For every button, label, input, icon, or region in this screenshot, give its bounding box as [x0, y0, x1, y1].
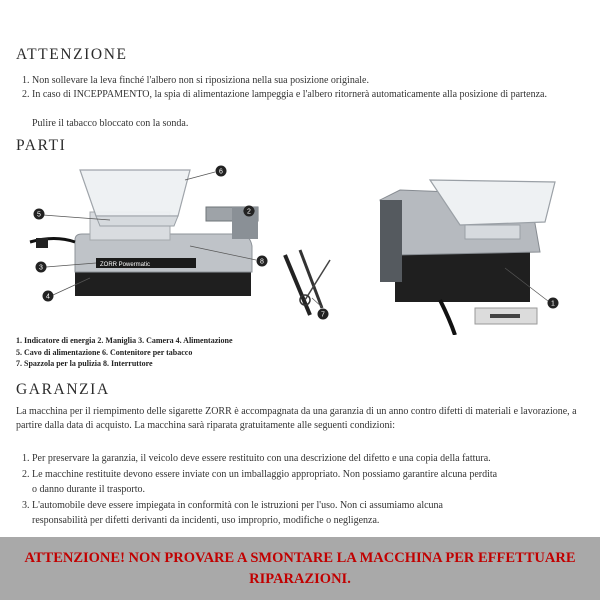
list-item: 1. Per preservare la garanzia, il veicolo deve essere restituito con una descrizione del difetto e una copia della fattura.	[22, 453, 491, 464]
cleaning-brushes	[285, 250, 330, 315]
legend-line: 1. Indicatore di energia 2. Maniglia 3. Camera 4. Alimentazione	[16, 336, 233, 345]
warning-text: ATTENZIONE! NON PROVARE A SMONTARE LA MACCHINA PER EFFETTUARE RIPARAZIONI.	[24, 550, 576, 587]
legend-line: 7. Spazzola per la pulizia 8. Interruttore	[16, 359, 153, 368]
parts-legend	[16, 335, 233, 370]
attenzione-note: Pulire il tabacco bloccato con la sonda.	[32, 118, 189, 129]
parti-heading: PARTI	[16, 137, 67, 154]
svg-text:3: 3	[39, 264, 43, 272]
garanzia-list	[22, 451, 574, 529]
list-item: 3. L'automobile deve essere impiegata in conformità con le istruzioni per l'uso. Non ci assumiamo alcuna responsabilità per difetti derivanti da incidenti, uso improprio, modifiche o negligenza.	[22, 499, 443, 526]
list-item: 2. Le macchine restituite devono essere inviate con un imballaggio appropriato. Non possiamo garantire alcuna perdita o danno durante il trasporto.	[22, 468, 498, 495]
machine-front-view	[30, 170, 258, 296]
legend-line: 5. Cavo di alimentazione 6. Contenitore per tabacco	[16, 347, 193, 357]
list-item: 2. In caso di INCEPPAMENTO, la spia di alimentazione lampeggia e l'albero ritornerà automaticamente alla posizione di partenza.	[22, 89, 547, 100]
svg-text:8: 8	[260, 258, 264, 266]
garanzia-heading: GARANZIA	[16, 381, 110, 398]
svg-text:7: 7	[321, 311, 325, 319]
garanzia-intro: La macchina per il riempimento delle sigarette ZORR è accompagnata da una garanzia di un anno contro difetti di materiali e lavorazione, a partire dalla data di acquisto. La macchina sarà riparata gratuitamente alle seguenti condizioni:	[16, 406, 577, 431]
parts-photo	[0, 160, 600, 335]
svg-text:2: 2	[247, 208, 251, 216]
attenzione-heading: ATTENZIONE	[16, 46, 128, 63]
attenzione-list	[22, 74, 582, 102]
warning-banner	[0, 537, 600, 600]
svg-text:5: 5	[37, 211, 41, 219]
svg-text:6: 6	[219, 168, 223, 176]
svg-text:4: 4	[46, 293, 50, 301]
machine-side-view	[380, 180, 555, 335]
svg-text:1: 1	[551, 300, 555, 308]
device-label: ZORR Powermatic	[100, 262, 151, 268]
list-item: 1. Non sollevare la leva finché l'albero non si riposiziona nella sua posizione originale.	[22, 75, 369, 86]
